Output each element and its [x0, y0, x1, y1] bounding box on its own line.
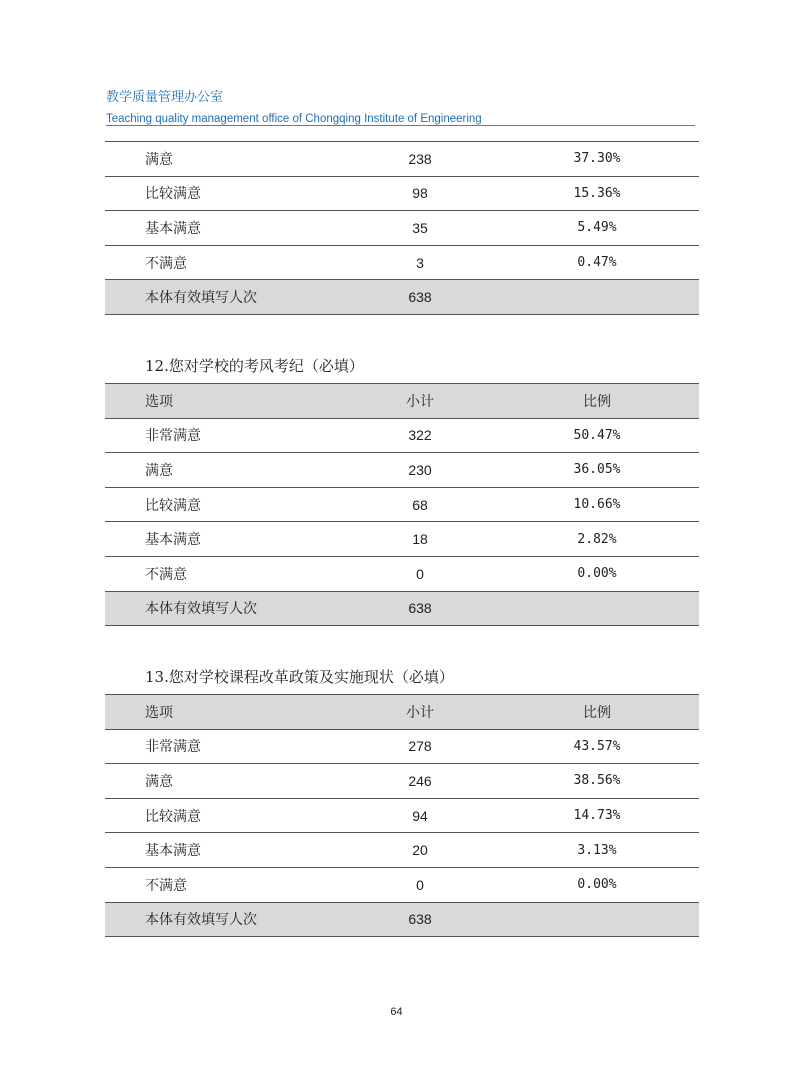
table-row — [105, 798, 699, 833]
office-name-en: Teaching quality management office of Chongqing Institute of Engineering — [106, 113, 482, 125]
page-number: 64 — [390, 1006, 403, 1018]
total-ratio — [495, 591, 699, 626]
table-row — [105, 764, 699, 799]
ratio-cell: 5.49% — [495, 211, 699, 246]
total-label: 本体有效填写人次 — [105, 591, 345, 626]
total-label: 本体有效填写人次 — [105, 902, 345, 937]
table-row — [105, 556, 699, 591]
ratio-cell: 15.36% — [495, 176, 699, 211]
header-option: 选项 — [105, 695, 345, 730]
results-table-prev — [105, 141, 699, 315]
option-cell: 基本满意 — [105, 833, 345, 868]
header-count: 小计 — [345, 695, 495, 730]
ratio-cell: 0.47% — [495, 245, 699, 280]
table-row — [105, 142, 699, 177]
total-ratio — [495, 902, 699, 937]
header-row — [105, 695, 699, 730]
table-row — [105, 867, 699, 902]
header-count: 小计 — [345, 384, 495, 419]
count-cell: 68 — [345, 487, 495, 522]
count-cell: 20 — [345, 833, 495, 868]
option-cell: 满意 — [105, 142, 345, 177]
table-row — [105, 418, 699, 453]
results-table-q13 — [105, 694, 699, 937]
page-header — [106, 89, 695, 127]
option-cell: 不满意 — [105, 245, 345, 280]
option-cell: 非常满意 — [105, 418, 345, 453]
total-count: 638 — [345, 902, 495, 937]
total-row — [105, 902, 699, 937]
count-cell: 94 — [345, 798, 495, 833]
count-cell: 322 — [345, 418, 495, 453]
ratio-cell: 0.00% — [495, 556, 699, 591]
option-cell: 满意 — [105, 764, 345, 799]
question-title: 12.您对学校的考风考纪（必填） — [145, 357, 364, 375]
count-cell: 278 — [345, 729, 495, 764]
count-cell: 0 — [345, 556, 495, 591]
ratio-cell: 3.13% — [495, 833, 699, 868]
count-cell: 3 — [345, 245, 495, 280]
ratio-cell: 10.66% — [495, 487, 699, 522]
table-row — [105, 245, 699, 280]
question-title: 13.您对学校课程改革政策及实施现状（必填） — [145, 668, 454, 686]
header-ratio: 比例 — [495, 384, 699, 419]
total-row — [105, 280, 699, 315]
header-option: 选项 — [105, 384, 345, 419]
table-row — [105, 211, 699, 246]
ratio-cell: 36.05% — [495, 453, 699, 488]
header-ratio: 比例 — [495, 695, 699, 730]
option-cell: 比较满意 — [105, 487, 345, 522]
count-cell: 18 — [345, 522, 495, 557]
total-label: 本体有效填写人次 — [105, 280, 345, 315]
count-cell: 246 — [345, 764, 495, 799]
table-row — [105, 522, 699, 557]
total-row — [105, 591, 699, 626]
ratio-cell: 43.57% — [495, 729, 699, 764]
header-rule — [106, 125, 695, 126]
option-cell: 不满意 — [105, 556, 345, 591]
count-cell: 230 — [345, 453, 495, 488]
ratio-cell: 0.00% — [495, 867, 699, 902]
ratio-cell: 37.30% — [495, 142, 699, 177]
ratio-cell: 38.56% — [495, 764, 699, 799]
header-row — [105, 384, 699, 419]
table-row — [105, 176, 699, 211]
results-table-q12 — [105, 383, 699, 626]
option-cell: 比较满意 — [105, 798, 345, 833]
table-row — [105, 833, 699, 868]
total-ratio — [495, 280, 699, 315]
count-cell: 0 — [345, 867, 495, 902]
option-cell: 基本满意 — [105, 211, 345, 246]
office-name-cn: 教学质量管理办公室 — [106, 90, 224, 105]
table-row — [105, 487, 699, 522]
option-cell: 满意 — [105, 453, 345, 488]
ratio-cell: 14.73% — [495, 798, 699, 833]
option-cell: 比较满意 — [105, 176, 345, 211]
count-cell: 98 — [345, 176, 495, 211]
ratio-cell: 50.47% — [495, 418, 699, 453]
table-row — [105, 729, 699, 764]
option-cell: 基本满意 — [105, 522, 345, 557]
option-cell: 非常满意 — [105, 729, 345, 764]
ratio-cell: 2.82% — [495, 522, 699, 557]
total-count: 638 — [345, 280, 495, 315]
table-row — [105, 453, 699, 488]
option-cell: 不满意 — [105, 867, 345, 902]
count-cell: 35 — [345, 211, 495, 246]
count-cell: 238 — [345, 142, 495, 177]
total-count: 638 — [345, 591, 495, 626]
